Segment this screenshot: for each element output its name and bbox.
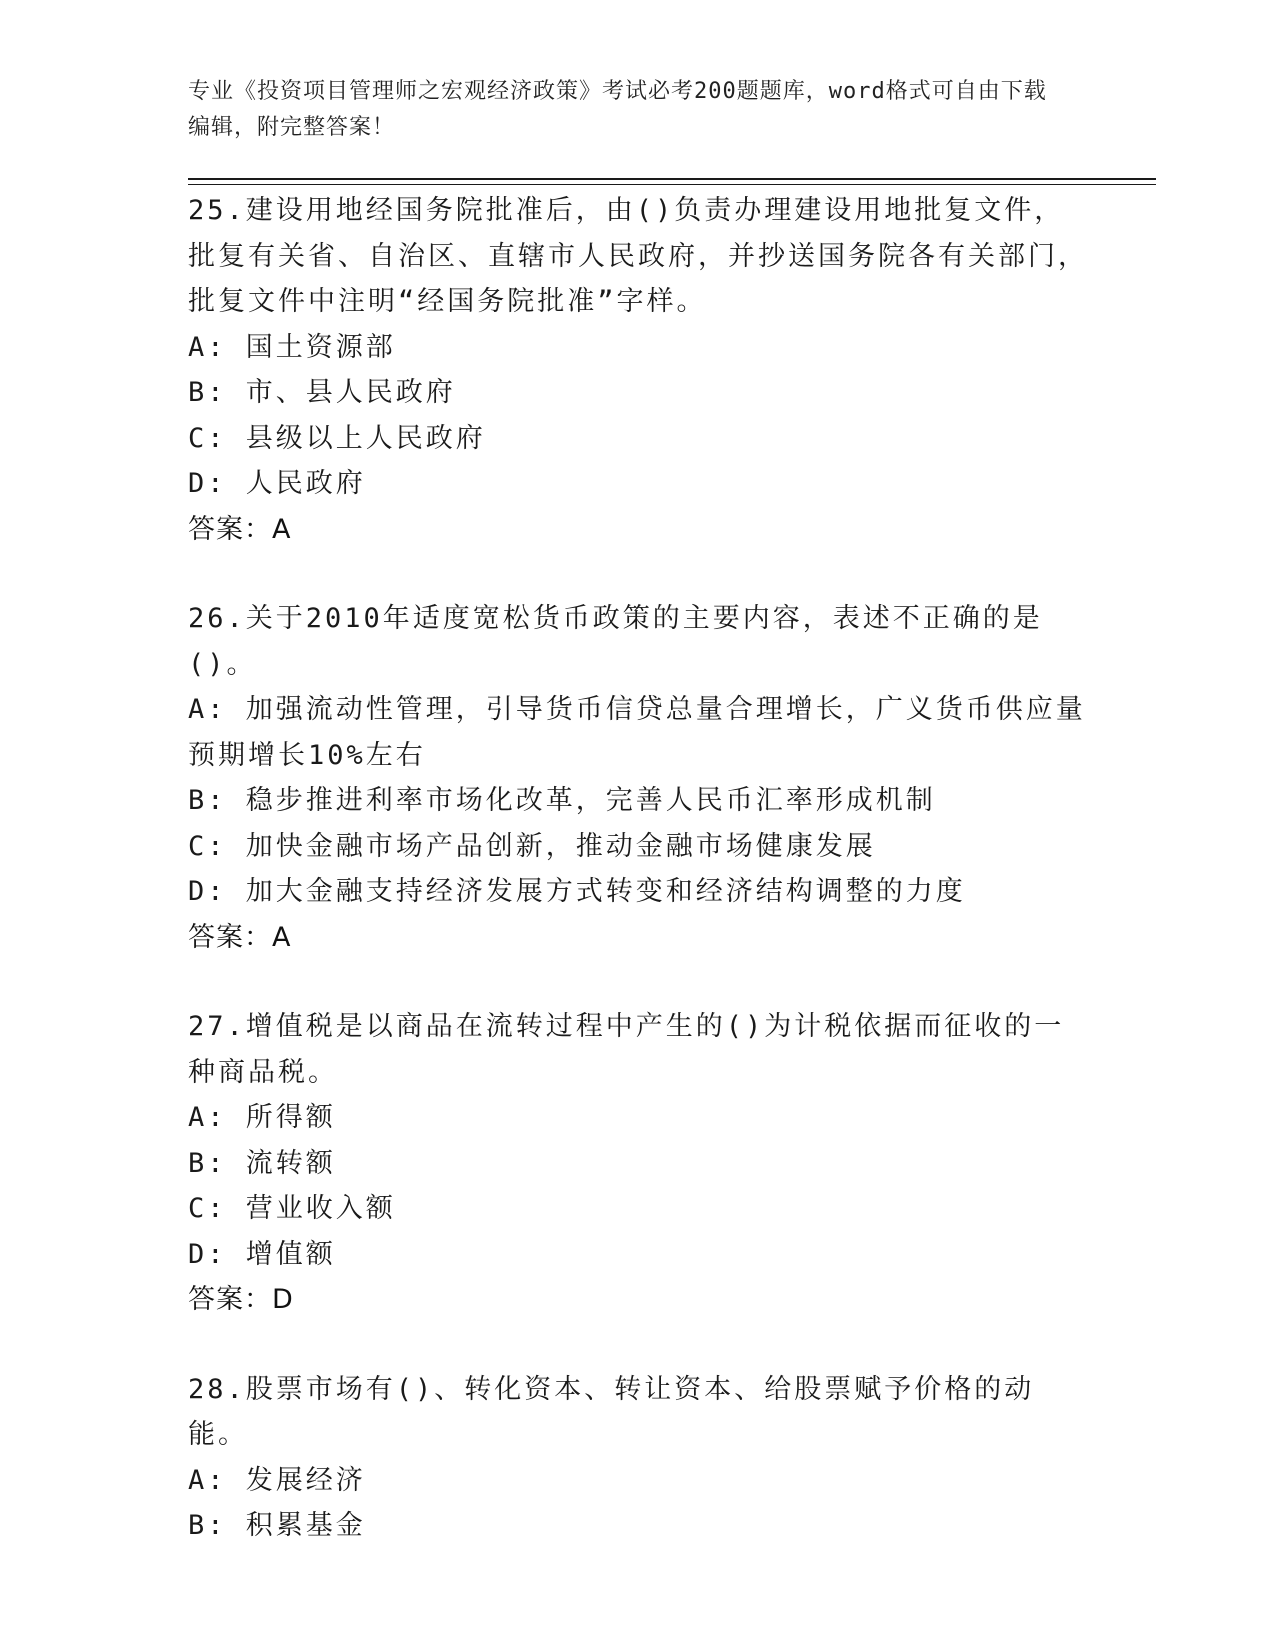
header-divider-thin <box>188 184 1156 185</box>
option-b: B: 市、县人民政府 <box>188 377 456 408</box>
option-d: D: 增值额 <box>188 1238 336 1270</box>
option-c: C: 县级以上人民政府 <box>188 422 486 454</box>
option-b: B: 稳步推进利率市场化改革，完善人民币汇率形成机制 <box>188 785 936 816</box>
answer-line: 答案：A <box>188 921 292 953</box>
header-divider <box>188 178 1156 180</box>
question-stem: 27.增值税是以商品在流转过程中产生的()为计税依据而征收的一种商品税。 <box>188 1011 1065 1088</box>
option-b: B: 流转额 <box>188 1147 336 1179</box>
option-a: A: 国土资源部 <box>188 331 396 363</box>
question-list <box>188 188 1088 1549</box>
question-26 <box>188 596 1088 960</box>
option-c: C: 营业收入额 <box>188 1193 396 1224</box>
question-27 <box>188 1004 1088 1323</box>
option-d: D: 加大金融支持经济发展方式转变和经济结构调整的力度 <box>188 876 966 907</box>
document-header: 专业《投资项目管理师之宏观经济政策》考试必考200题题库，word格式可自由下载编辑，附完整答案！ <box>188 79 1047 140</box>
answer-line: 答案：D <box>188 1284 294 1315</box>
question-28 <box>188 1367 1088 1549</box>
option-c: C: 加快金融市场产品创新，推动金融市场健康发展 <box>188 830 876 862</box>
question-stem: 26.关于2010年适度宽松货币政策的主要内容，表述不正确的是()。 <box>188 603 1043 680</box>
question-25 <box>188 188 1088 552</box>
question-stem: 25.建设用地经国务院批准后，由()负责办理建设用地批复文件，批复有关省、自治区、直辖市人民政府，并抄送国务院各有关部门，批复文件中注明“经国务院批准”字样。 <box>188 195 1088 317</box>
option-d: D: 人民政府 <box>188 468 366 499</box>
option-a: A: 加强流动性管理，引导货币信贷总量合理增长，广义货币供应量预期增长10%左右 <box>188 694 1086 771</box>
option-b: B: 积累基金 <box>188 1510 366 1541</box>
question-stem: 28.股票市场有()、转化资本、转让资本、给股票赋予价格的动能。 <box>188 1373 1035 1450</box>
option-a: A: 发展经济 <box>188 1464 366 1496</box>
answer-line: 答案：A <box>188 513 292 545</box>
option-a: A: 所得额 <box>188 1102 336 1133</box>
